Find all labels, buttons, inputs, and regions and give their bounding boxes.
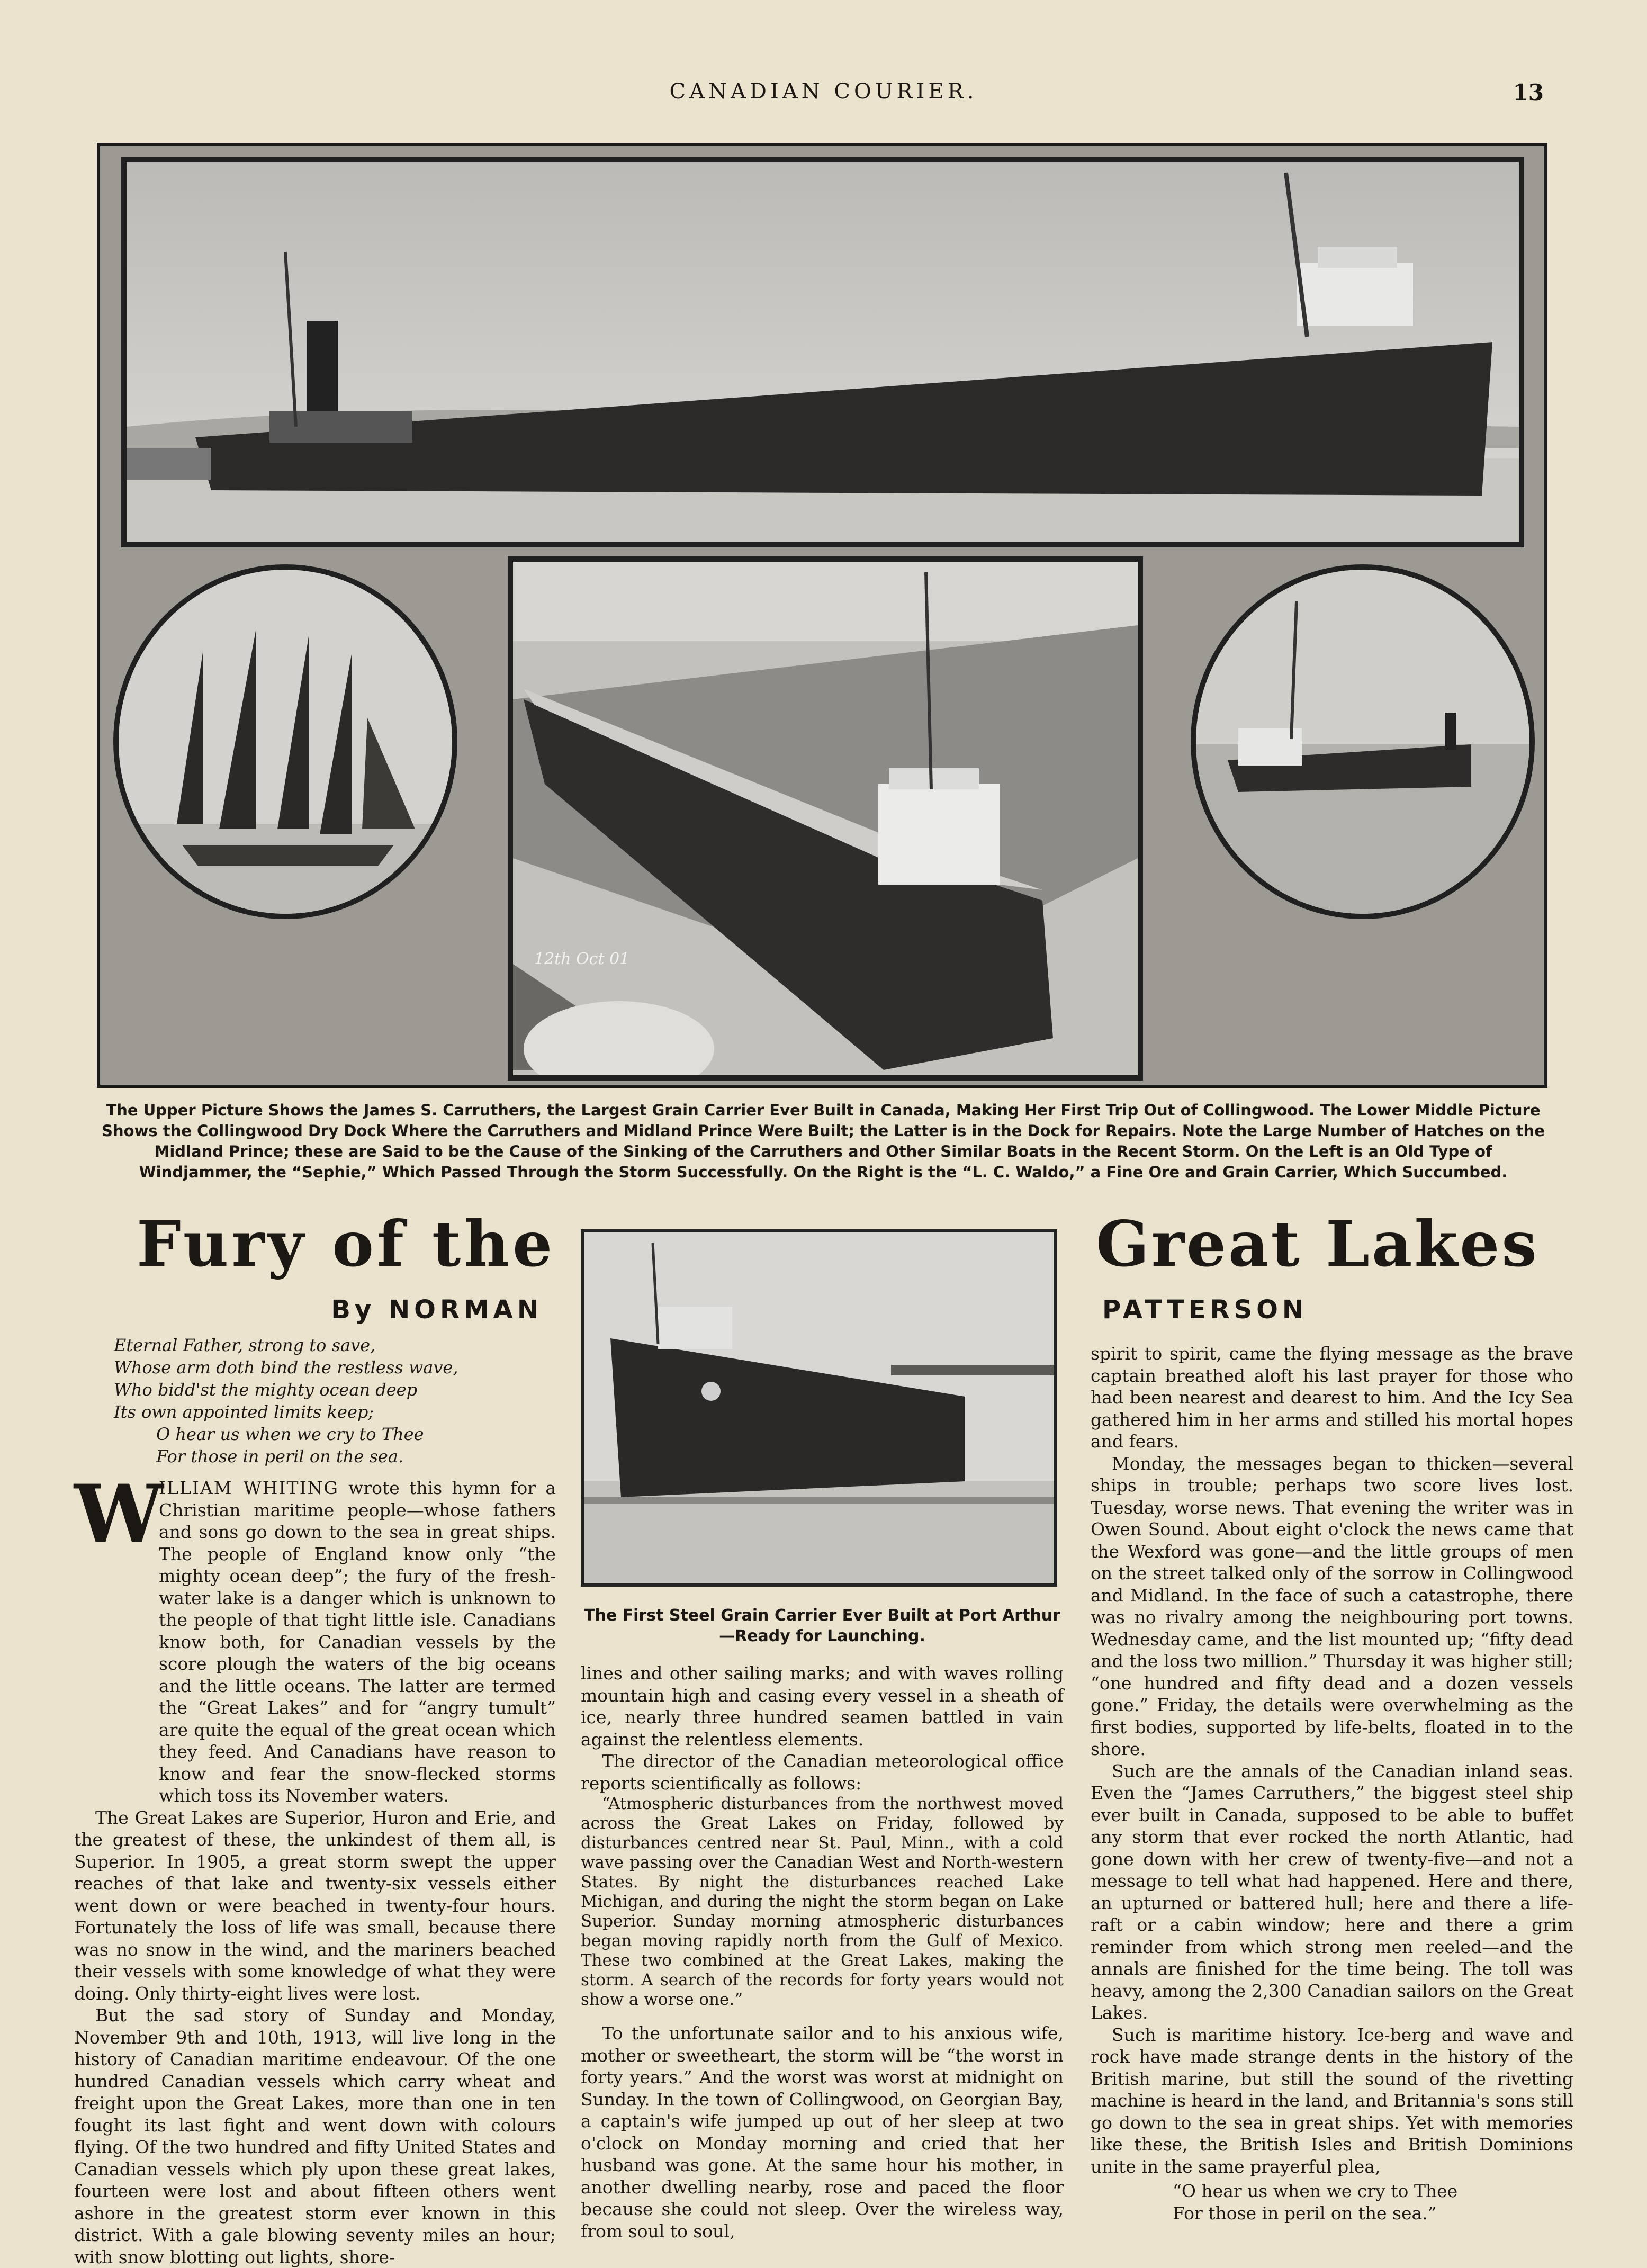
closing-verse xyxy=(1173,2180,1457,2225)
hymn-line: Whose arm doth bind the restless wave, xyxy=(114,1357,458,1378)
paragraph xyxy=(159,1477,556,1807)
dock-date-note: 12th Oct 01 xyxy=(534,950,630,968)
hymn-line: Who bidd'st the mighty ocean deep xyxy=(114,1380,418,1400)
paragraph: The director of the Canadian meteorological office reports scientifically as follows: xyxy=(581,1751,1064,1794)
hymn-line: Eternal Father, strong to save, xyxy=(114,1335,376,1355)
closing-line: “O hear us when we cry to Thee xyxy=(1173,2181,1458,2201)
photo-port-arthur-carrier xyxy=(581,1229,1057,1587)
article-title-left: Fury of the xyxy=(137,1207,556,1281)
photo-collingwood-dry-dock xyxy=(508,556,1143,1081)
byline-right: PATTERSON xyxy=(1102,1295,1308,1325)
hymn-line: For those in peril on the sea. xyxy=(156,1446,404,1466)
photo-lc-waldo xyxy=(1191,564,1535,919)
column-3 xyxy=(1091,1343,1573,2177)
paragraph: Such is maritime history. Ice-berg and wave and rock have made strange dents in the history of the British marine, but still the sound of the rivetting machine is heard in the land, and Britannia's sons still go down to the sea in great ships. Yet with memories like these, the British Isles and British Dominions unite in the same prayerful plea, xyxy=(1091,2024,1573,2177)
hymn-line: O hear us when we cry to Thee xyxy=(156,1424,424,1444)
paragraph: But the sad story of Sunday and Monday, November 9th and 10th, 1913, will live long in the history of Canadian maritime endeavour. Of the one hundred Canadian vessels which carry wheat and freight upon the Great Lakes, more than one in ten fought its last fight and went down with colours flying. Of the two hundred and fifty United States and Canadian vessels which ply upon these great lakes, fourteen were lost and about fifteen others went ashore in the greatest storm ever known in this district. With a gale blowing seventy miles an hour; with snow blotting out lights, shore- xyxy=(74,2005,556,2267)
paragraph: Monday, the messages began to thicken—several ships in trouble; perhaps two score lives lost. Tuesday, worse news. That evening the writer was in Owen Sound. About eight o'clock the news came that the Wexford was gone—and the little groups of men on the street talked only of the sorrow in Collingwood and Midland. In the face of such a catastrophe, there was no rivalry among the neighbouring port towns. Wednesday came, and the list mounted up; “fifty dead and the loss two million.” Thursday it was higher still; “one hundred and fifty dead and a dozen vessels gone.” Friday, the details were overwhelming as the first bodies, supported by life-belts, floated in to the shore. xyxy=(1091,1453,1573,1759)
column-2 xyxy=(581,1662,1064,2242)
photo-plate xyxy=(97,143,1547,1088)
closing-line: For those in peril on the sea.” xyxy=(1173,2203,1437,2224)
photo-james-carruthers xyxy=(121,157,1524,547)
article-title-right: Great Lakes xyxy=(1096,1207,1539,1281)
paragraph: To the unfortunate sailor and to his anxious wife, mother or sweetheart, the storm will be “the worst in forty years.” And the worst was worst at midnight on Sunday. In the town of Collingwood, on Georgian Bay, a captain's wife jumped up out of her sleep at two o'clock on Monday morning and cried that her husband was gone. At the same hour his mother, in another dwelling nearby, rose and paced the floor because she could not sleep. Over the wireless way, from soul to soul, xyxy=(581,2023,1064,2242)
running-head: CANADIAN COURIER. xyxy=(669,79,978,104)
paragraph: The Great Lakes are Superior, Huron and Erie, and the greatest of these, the unkindest of them all, is Superior. In 1905, a great storm swept the upper reaches of that lake and twenty-six vessels either went down or were beached in twenty-four hours. Fortunately the loss of life was small, because there was no snow in the wind, and the mariners beached their vessels with some knowledge of what they were doing. Only thirty-eight lives were lost. xyxy=(74,1807,556,2004)
photo-sephie-windjammer xyxy=(113,564,457,919)
paragraph: lines and other sailing marks; and with waves rolling mountain high and casing every vessel in a sheath of ice, nearly three hundred seamen battled in vain against the relentless elements. xyxy=(581,1663,1064,1750)
hymn-epigraph xyxy=(114,1334,559,1468)
paragraph: Such are the annals of the Canadian inland seas. Even the “James Carruthers,” the biggest steel ship ever built in Canada, supposed to be able to buffet any storm that ever rocked the north Atlantic, had gone down with her crew of twenty-five—and not a message to tell what had happened. Here and there, an upturned or battered hull; here and there a life-raft or a cabin window; here and there a grim reminder from which strong men reeled—and the annals are finished for the time being. The toll was heavy, among the 2,300 Canadian sailors on the Great Lakes. xyxy=(1091,1760,1573,2023)
hymn-line: Its own appointed limits keep; xyxy=(114,1402,374,1422)
inset-caption: The First Steel Grain Carrier Ever Built at Port Arthur—Ready for Launching. xyxy=(584,1606,1060,1645)
paragraph: spirit to spirit, came the flying message as the brave captain breathed aloft his last prayer for those who had been nearest and dearest to him. And the Icy Sea gathered him in her arms and stilled his mortal hopes and fears. xyxy=(1091,1343,1573,1452)
paragraph: “Atmospheric disturbances from the northwest moved across the Great Lakes on Friday, followed by disturbances centred near St. Paul, Minn., with a cold wave passing over the Canadian West and North-western States. By night the disturbances reached Lake Michigan, and during the night the storm began on Lake Superior. Sunday morning atmospheric disturbances began moving rapidly north from the Gulf of Mexico. These two combined at the Great Lakes, making the storm. A search of the records for forty years would not show a worse one.” xyxy=(581,1794,1064,2009)
byline-left: By NORMAN xyxy=(331,1295,543,1325)
plate-caption: The Upper Picture Shows the James S. Carruthers, the Largest Grain Carrier Ever Built in Canada, Making Her First Trip Out of Collingwood. The Lower Middle Picture Shows the Collingwood Dry Dock Where the Carruthers and Midland Prince Were Built; the Latter is in the Dock for Repairs. Note the Large Number of Hatches on the Midland Prince; these are Said to be the Cause of the Sinking of the Carruthers and Other Similar Boats in the Recent Storm. On the Left is an Old Type of Windjammer, the “Sephie,” Which Passed Through the Storm Successfully. On the Right is the “L. C. Waldo,” a Fine Ore and Grain Carrier, Which Succumbed. xyxy=(102,1101,1545,1181)
page-number: 13 xyxy=(1513,79,1544,105)
drop-cap: W xyxy=(74,1468,164,1561)
column-1 xyxy=(74,1477,556,2268)
paragraph-lead: ILLIAM WHITING xyxy=(159,1478,339,1498)
paragraph-text: wrote this hymn for a Christian maritime people—whose fathers and sons go down to the sea in great ships. The people of England know only “the mighty ocean deep”; the fury of the fresh-water lake is a danger which is unknown to the people of that tight little isle. Canadians know both, for Canadian vessels by the score plough the waters of the big oceans and the little oceans. The latter are termed the “Great Lakes” and for “angry tumult” are quite the equal of the great ocean which they feed. And Canadians have reason to know and fear the snow-flecked storms which toss its November waters. xyxy=(159,1478,556,1806)
